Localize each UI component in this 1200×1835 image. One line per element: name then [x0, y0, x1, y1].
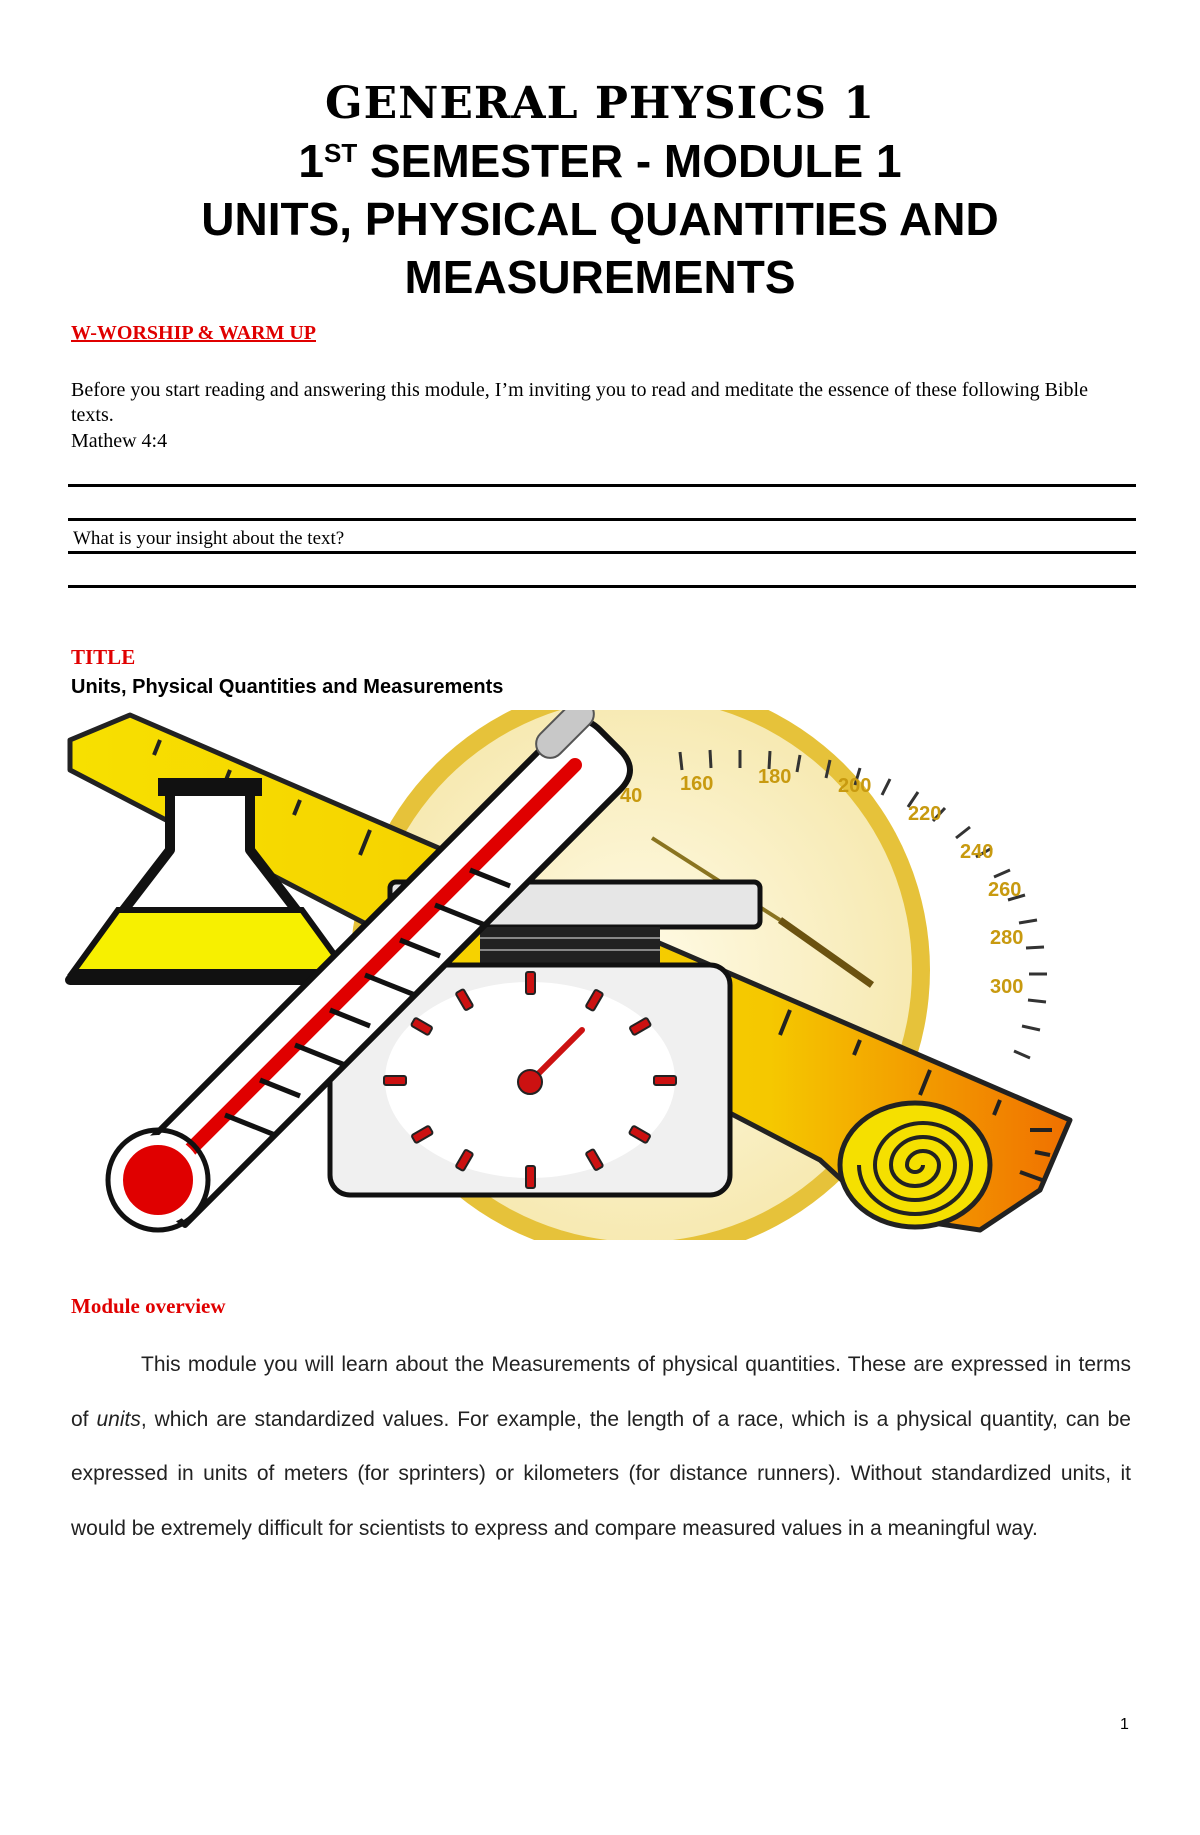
- overview-paragraph: [71, 1338, 1131, 1556]
- dial-number: 260: [988, 879, 1022, 901]
- answer-line: [68, 585, 1136, 588]
- module-title-line1: UNITS, PHYSICAL QUANTITIES AND: [201, 193, 999, 245]
- dial-number: 280: [990, 927, 1024, 949]
- module-title-line2: MEASUREMENTS: [404, 251, 796, 303]
- overview-text-part: This module you will learn about the Measurements of physical quantities. These are expressed in terms of: [71, 1353, 1131, 1431]
- dial-number: 200: [838, 775, 872, 797]
- dial-number: 180: [758, 766, 792, 788]
- dial-number: 300: [990, 976, 1024, 998]
- semester-number: 1: [298, 135, 324, 187]
- dial-number: 160: [680, 773, 714, 795]
- dial-number: 220: [908, 803, 942, 825]
- dial-number: 240: [960, 841, 994, 863]
- insight-question: What is your insight about the text?: [73, 528, 345, 549]
- title-section-label: TITLE: [71, 645, 136, 669]
- worship-heading: W-WORSHIP & WARM UP: [71, 322, 316, 344]
- measurement-illustration: [60, 710, 1150, 1240]
- overview-emphasis-units: units: [96, 1407, 141, 1431]
- dial-number: 40: [620, 785, 643, 807]
- worship-intro: Before you start reading and answering this module, I’m inviting you to read and meditate the essence of these following Bible texts.: [71, 379, 1088, 426]
- overview-text-part: , which are standardized values. For example, the length of a race, which is a physical quantity, can be expressed in units of meters (for sprinters) or kilometers (for distance runners). Without standardized units, it would be extremely difficult for scientists to express and compare measured values in a meaningful way.: [71, 1407, 1131, 1540]
- semester-suffix: ST: [323, 138, 358, 168]
- semester-module: SEMESTER - MODULE 1: [357, 135, 902, 187]
- course-title: GENERAL PHYSICS 1: [325, 78, 875, 129]
- title-section-text: Units, Physical Quantities and Measurements: [71, 676, 504, 698]
- answer-line: [68, 551, 1136, 554]
- overview-heading: Module overview: [71, 1294, 226, 1318]
- bible-verse-reference: Mathew 4:4: [71, 430, 168, 452]
- answer-line: [68, 484, 1136, 487]
- semester-line: [0, 134, 1200, 188]
- page-number: 1: [1120, 1716, 1129, 1733]
- answer-line: [68, 518, 1136, 521]
